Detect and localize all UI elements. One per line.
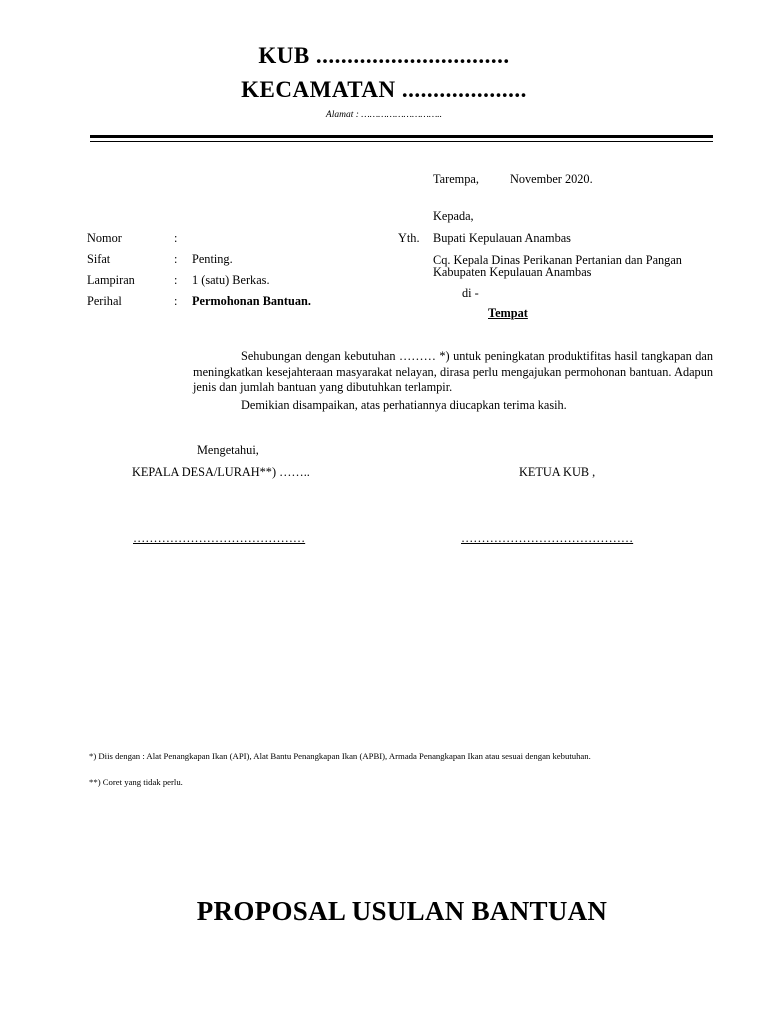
lampiran-label: Lampiran xyxy=(87,273,135,287)
sifat-value: Penting. xyxy=(192,252,233,266)
recipient-line-1: Bupati Kepulauan Anambas xyxy=(433,231,571,245)
yth-label: Yth. xyxy=(398,231,420,245)
header-rule-thin xyxy=(90,141,713,142)
footnote-2: **) Coret yang tidak perlu. xyxy=(89,777,183,787)
mengetahui-label: Mengetahui, xyxy=(197,443,259,457)
kepada-label: Kepada, xyxy=(433,209,474,223)
proposal-title: PROPOSAL USULAN BANTUAN xyxy=(196,896,608,926)
header-rule-thick xyxy=(90,135,713,138)
perihal-colon: : xyxy=(174,294,178,308)
kub-heading: KUB ............................... xyxy=(258,43,510,68)
sifat-label: Sifat xyxy=(87,252,111,266)
perihal-label: Perihal xyxy=(87,294,122,308)
ketua-kub-title: KETUA KUB , xyxy=(519,465,596,479)
footnote-1: *) Diis dengan : Alat Penangkapan Ikan (API), Alat Bantu Penangkapan Ikan (APBI), Armada Penangkapan Ikan atau sesuai dengan kebutuhan. xyxy=(89,751,591,761)
sifat-colon: : xyxy=(174,252,178,266)
lampiran-value: 1 (satu) Berkas. xyxy=(192,273,270,287)
date: November 2020. xyxy=(510,172,593,186)
tempat-label: Tempat xyxy=(488,306,528,320)
lampiran-colon: : xyxy=(174,273,178,287)
kecamatan-heading: KECAMATAN .................... xyxy=(241,77,527,102)
body-paragraph-2 xyxy=(193,398,713,414)
ketua-kub-signature-line: …………………………………… xyxy=(461,531,634,545)
body-paragraph-2-text: Demikian disampaikan, atas perhatiannya diucapkan terima kasih. xyxy=(241,398,567,412)
kepala-desa-signature-line: …………………………………… xyxy=(133,531,306,545)
recipient-line-2: Cq. Kepala Dinas Perikanan Pertanian dan Pangan xyxy=(433,253,682,267)
place: Tarempa, xyxy=(433,172,479,186)
kepala-desa-title: KEPALA DESA/LURAH**) …….. xyxy=(132,465,310,479)
nomor-colon: : xyxy=(174,231,178,245)
address-line: Alamat : ……………………….. xyxy=(325,110,443,120)
perihal-value: Permohonan Bantuan. xyxy=(192,294,311,308)
recipient-line-3: Kabupaten Kepulauan Anambas xyxy=(433,265,592,279)
di-label: di - xyxy=(462,286,479,300)
nomor-label: Nomor xyxy=(87,231,122,245)
body-paragraph-1-text: Sehubungan dengan kebutuhan ……… *) untuk peningkatan produktifitas hasil tangkapan dan meningkatkan kesejahteraan masyarakat nelayan, dirasa perlu mengajukan permohonan bantuan. Adapun jenis dan jumlah bantuan yang dibutuhkan terlampir. xyxy=(193,349,713,394)
body-paragraph-1 xyxy=(193,349,713,396)
